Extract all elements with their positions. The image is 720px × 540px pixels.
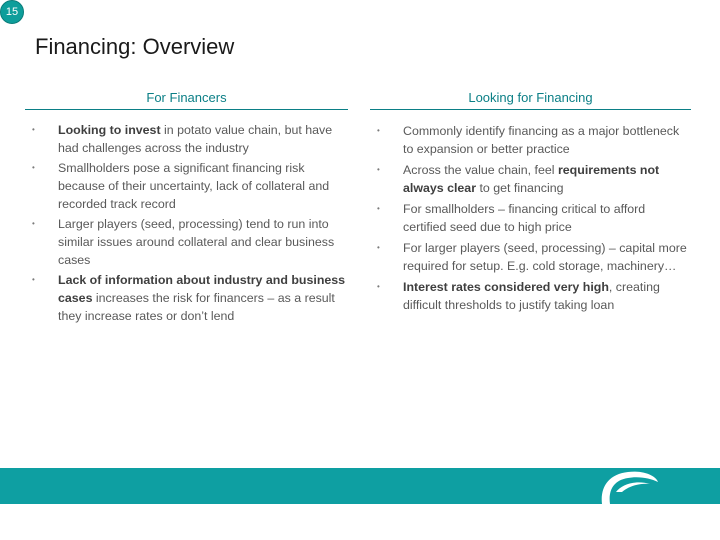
list-item [25,271,348,325]
bullet-icon: • [32,275,35,284]
bullet-icon: • [377,204,380,213]
bold-phrase: Looking to invest [58,123,161,137]
column-header-financers: For Financers [25,86,348,110]
bold-phrase: Lack of information about industry and business cases [58,273,346,305]
swoosh-logo-icon [594,462,664,504]
list-item [370,122,691,158]
list-item [370,239,691,275]
item-text: For smallholders – financing critical to afford certified seed due to high price [403,202,646,234]
item-text: For larger players (seed, processing) – capital more required for setup. E.g. cold storage, machinery… [403,241,687,273]
item-text: in potato value chain, but have had challenges across the industry [58,123,333,155]
looking-list [370,122,691,314]
item-text: Smallholders pose a significant financing risk because of their uncertainty, lack of collateral and recorded track record [58,161,330,211]
bullet-icon: • [377,126,380,135]
item-text: to get financing [476,181,564,195]
list-item [370,200,691,236]
item-text: Larger players (seed, processing) tend to run into similar issues around collateral and clear business cases [58,217,335,267]
list-item [25,159,348,213]
page-number-badge: 15 [0,0,24,24]
item-text: Across the value chain, feel [403,163,558,177]
bullet-icon: • [32,125,35,134]
for-financers-column [25,86,348,327]
list-item [25,215,348,269]
slide-title: Financing: Overview [35,34,235,59]
item-text: increases the risk for financers – as a result they increase rates or don’t lend [58,291,335,323]
bullet-icon: • [377,243,380,252]
bold-phrase: requirements not always clear [403,163,660,195]
item-text: Commonly identify financing as a major bottleneck to expansion or better practice [403,124,680,156]
bold-phrase: Interest rates considered very high [403,280,609,294]
bullet-icon: • [32,163,35,172]
financers-list [25,121,348,325]
bullet-icon: • [377,282,380,291]
bullet-icon: • [377,165,380,174]
column-header-looking: Looking for Financing [370,86,691,110]
looking-for-financing-column [370,86,691,317]
item-text: , creating difficult thresholds to justify taking loan [403,280,660,312]
list-item [370,161,691,197]
list-item [25,121,348,157]
list-item [370,278,691,314]
bullet-icon: • [32,219,35,228]
